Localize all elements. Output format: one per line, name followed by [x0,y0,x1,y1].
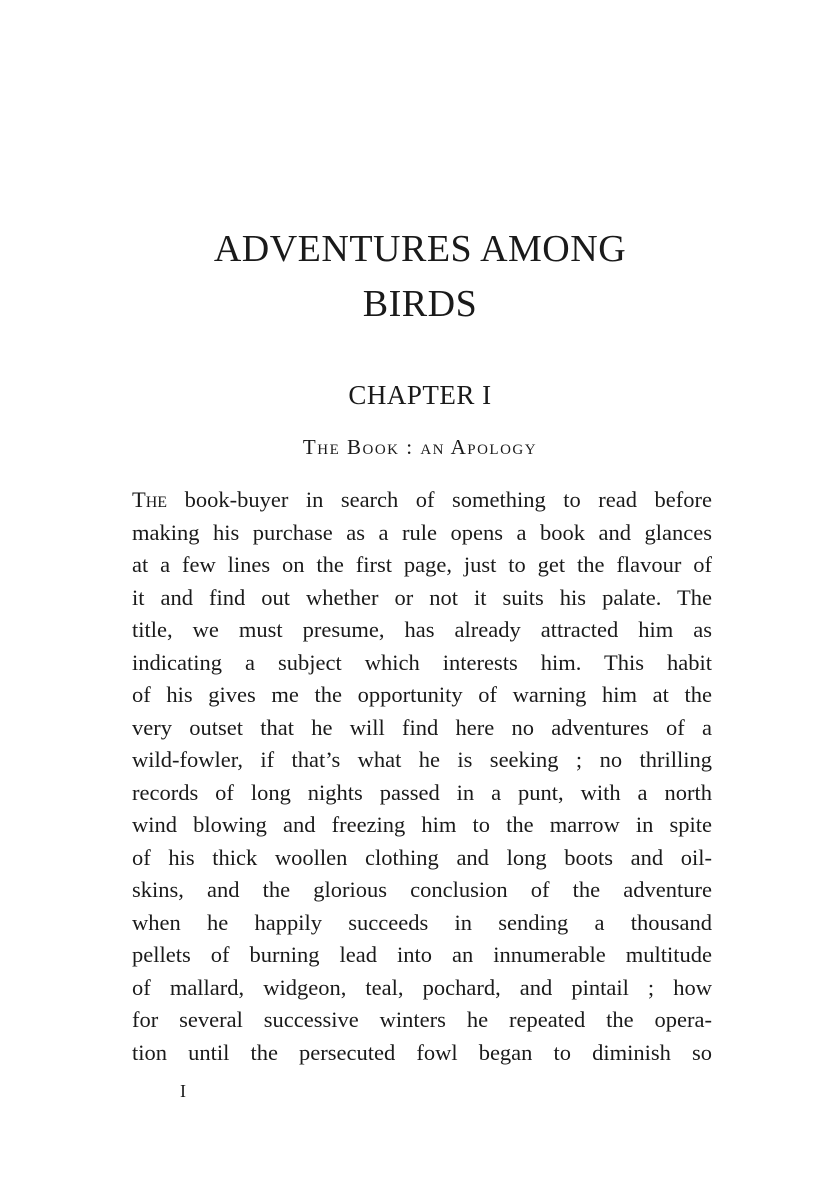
body-line: pellets of burning lead into an innumerable multitude [132,942,712,967]
book-title-line-1: ADVENTURES AMONG [213,228,627,270]
chapter-title: The Book : an Apology [302,435,538,459]
body-line: records of long nights passed in a punt, with a north [132,779,712,805]
body-line [132,484,712,517]
body-line: when he happily succeeds in sending a thousand [132,909,712,935]
body-line: it and find out whether or not it suits his palate. The [132,584,712,610]
body-line: very outset that he will find here no adventures of a [132,714,712,740]
body-line: tion until the persecuted fowl began to diminish so [132,1039,712,1065]
body-line: of his thick woollen clothing and long boots and oil- [132,844,712,870]
body-line: title, we must presume, has already attracted him as [132,617,712,642]
body-line-text: book-buyer in search of something to read before [167,487,712,512]
opening-word: The [132,487,168,512]
body-paragraph [132,484,712,1069]
body-line: of his gives me the opportunity of warning him at the [132,682,712,707]
body-line: skins, and the glorious conclusion of the adventure [132,877,712,902]
book-title-line-2: BIRDS [362,283,478,325]
chapter-number: CHAPTER I [348,380,492,410]
body-line: indicating a subject which interests him. This habit [132,649,712,675]
body-line: of mallard, widgeon, teal, pochard, and pintail ; how [132,974,712,1000]
book-title [0,222,840,332]
body-line: for several successive winters he repeated the opera- [132,1007,712,1032]
body-line: wind blowing and freezing him to the marrow in spite [132,812,712,837]
body-line: wild-fowler, if that’s what he is seeking ; no thrilling [132,747,712,772]
page-number: I [180,1081,186,1101]
body-line: making his purchase as a rule opens a book and glances [132,519,712,545]
body-line: at a few lines on the first page, just to get the flavour of [132,552,712,577]
